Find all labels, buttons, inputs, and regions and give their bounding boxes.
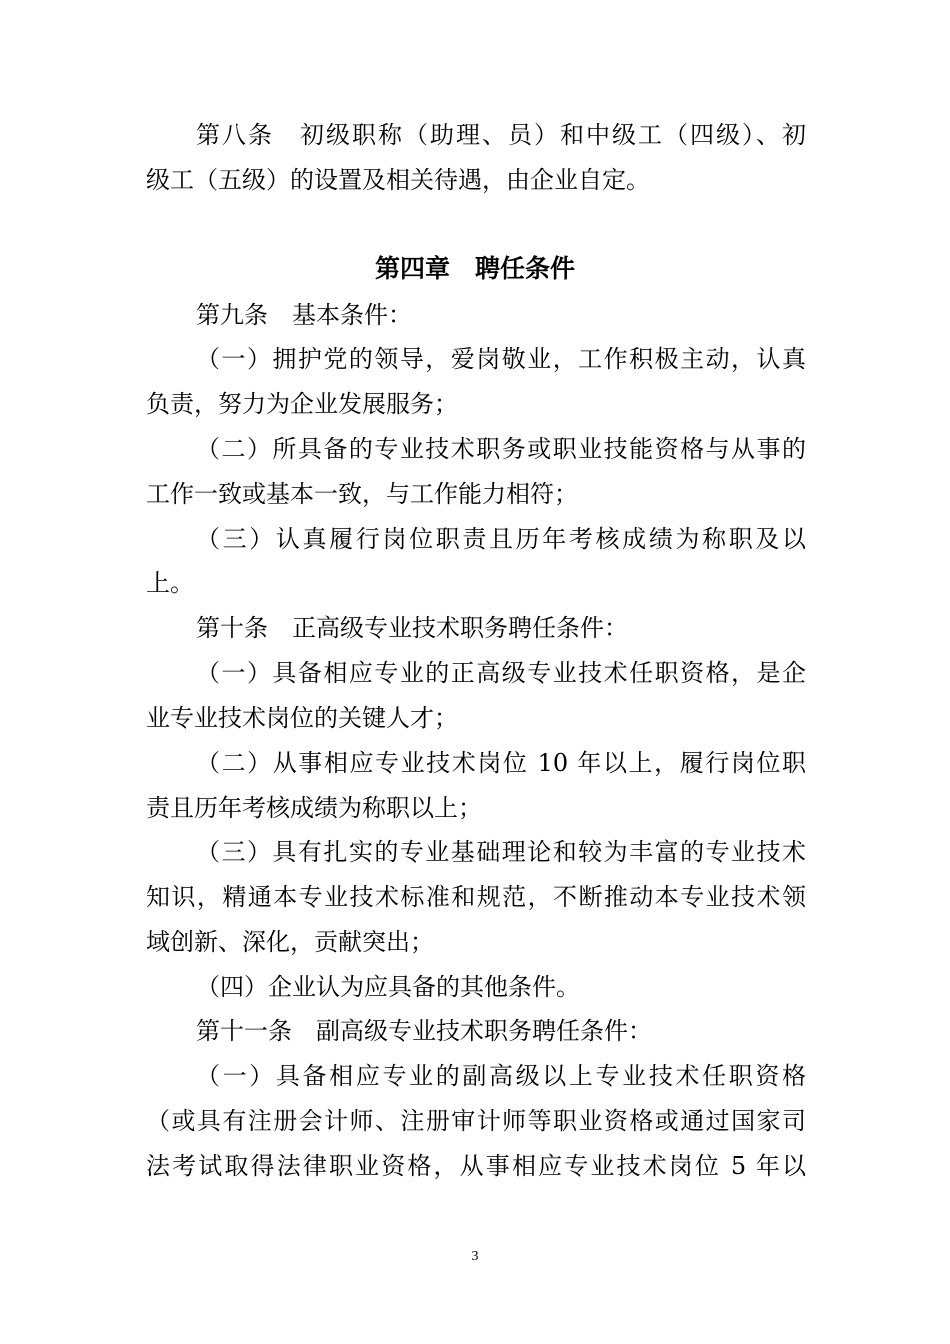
article-10-item-3-line-1: （三）具有扎实的专业基础理论和较为丰富的专业技术	[196, 838, 806, 866]
article-9-item-1-line-1: （一）拥护党的领导，爱岗敬业，工作积极主动，认真	[196, 345, 806, 373]
article-8-line-1: 第八条 初级职称（助理、员）和中级工（四级）、初	[196, 121, 806, 149]
article-9-item-3-line-1: （三）认真履行岗位职责且历年考核成绩为称职及以	[196, 525, 806, 553]
article-10-item-3-line-2: 知识，精通本专业技术标准和规范，不断推动本专业技术领	[146, 883, 806, 911]
article-10-item-4: （四）企业认为应具备的其他条件。	[196, 973, 580, 1001]
article-9-item-1-line-2: 负责，努力为企业发展服务；	[146, 390, 458, 418]
article-9-item-2-line-1: （二）所具备的专业技术职务或职业技能资格与从事的	[196, 435, 806, 463]
article-11-item-1-line-3: 法考试取得法律职业资格，从事相应专业技术岗位 5 年以	[146, 1152, 806, 1180]
article-9-title: 第九条 基本条件：	[196, 301, 412, 329]
article-10-item-2-line-2: 责且历年考核成绩为称职以上；	[146, 794, 482, 822]
chapter-heading: 第四章 聘任条件	[374, 254, 575, 283]
article-10-item-1-line-1: （一）具备相应专业的正高级专业技术任职资格，是企	[196, 659, 806, 687]
article-8-line-2: 级工（五级）的设置及相关待遇，由企业自定。	[146, 166, 650, 194]
article-11-title: 第十一条 副高级专业技术职务聘任条件：	[196, 1017, 652, 1045]
page-number: 3	[471, 1249, 479, 1264]
article-10-item-3-line-3: 域创新、深化，贡献突出；	[146, 928, 434, 956]
article-11-item-1-line-1: （一）具备相应专业的副高级以上专业技术任职资格	[196, 1062, 806, 1090]
article-10-item-2-line-1: （二）从事相应专业技术岗位 10 年以上，履行岗位职	[196, 749, 806, 777]
article-11-item-1-line-2: （或具有注册会计师、注册审计师等职业资格或通过国家司	[146, 1107, 806, 1135]
article-10-item-1-line-2: 业专业技术岗位的关键人才；	[146, 704, 458, 732]
article-10-title: 第十条 正高级专业技术职务聘任条件：	[196, 614, 628, 642]
article-9-item-2-line-2: 工作一致或基本一致，与工作能力相符；	[146, 480, 578, 508]
article-9-item-3-line-2: 上。	[146, 569, 194, 597]
